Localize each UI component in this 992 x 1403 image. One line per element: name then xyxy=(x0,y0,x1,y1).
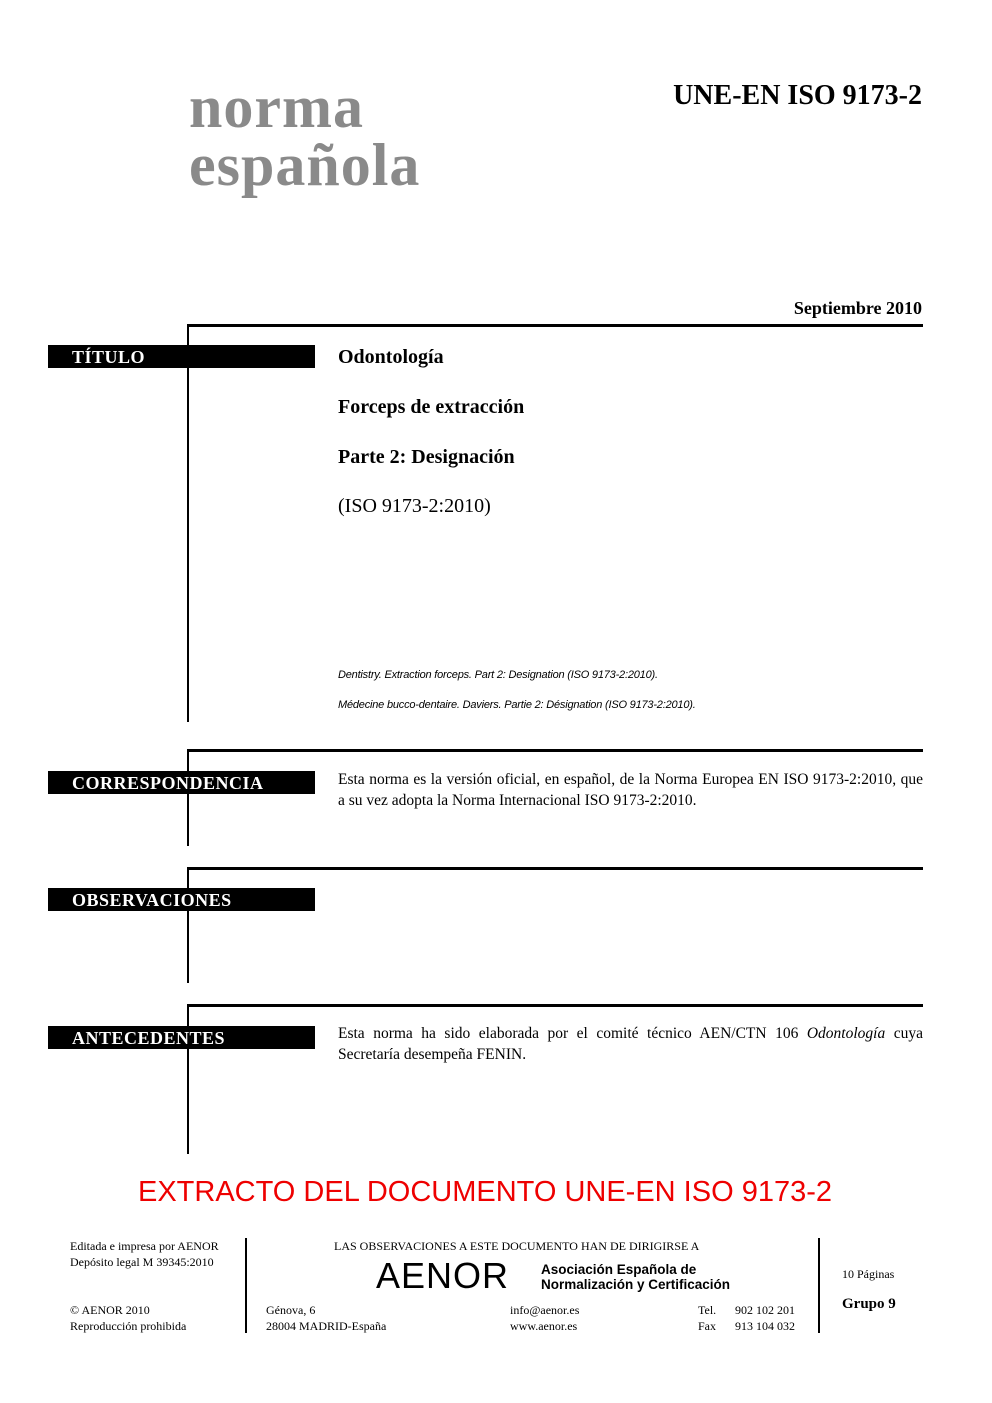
antecedentes-text-start: Esta norma ha sido elaborada por el comité técnico AEN/CTN 106 xyxy=(338,1025,807,1042)
title-translation-en: Dentistry. Extraction forceps. Part 2: Designation (ISO 9173-2:2010). xyxy=(338,669,658,681)
footer-divider-right xyxy=(818,1238,820,1333)
title-line-3: Parte 2: Designación xyxy=(338,446,515,468)
titulo-label: TÍTULO xyxy=(48,345,315,368)
extract-banner: EXTRACTO DEL DOCUMENTO UNE-EN ISO 9173-2 xyxy=(137,1176,832,1208)
brand-line-1: norma xyxy=(189,74,364,140)
contact-online xyxy=(510,1302,579,1334)
contact-phone-numbers xyxy=(735,1302,795,1334)
fax-number: 913 104 032 xyxy=(735,1319,795,1333)
observations-notice: LAS OBSERVACIONES A ESTE DOCUMENTO HAN DE DIRIGIRSE A xyxy=(334,1239,700,1253)
footer-divider-left xyxy=(245,1238,247,1333)
price-group: Grupo 9 xyxy=(842,1296,896,1312)
antecedentes-top-rule xyxy=(187,1004,923,1007)
publication-date: Septiembre 2010 xyxy=(793,298,922,318)
tel-label: Tel. xyxy=(698,1303,717,1317)
correspondencia-text: Esta norma es la versión oficial, en español, de la Norma Europea EN ISO 9173-2:2010, que a su vez adopta la Norma Internacional ISO 9173-2:2010. xyxy=(338,771,923,809)
committee-name: Odontología xyxy=(806,1025,886,1042)
correspondencia-label: CORRESPONDENCIA xyxy=(48,771,315,794)
aenor-subtitle-line-1: Asociación Española de xyxy=(541,1262,697,1277)
aenor-logo: AENOR xyxy=(376,1255,510,1296)
copyright: © AENOR 2010 xyxy=(70,1303,150,1317)
web-link[interactable]: www.aenor.es xyxy=(510,1319,578,1333)
titulo-side-rule xyxy=(187,324,189,722)
email-link[interactable]: info@aenor.es xyxy=(510,1303,580,1317)
footer-edition xyxy=(70,1238,219,1270)
page-count: 10 Páginas xyxy=(842,1267,895,1281)
tel-number: 902 102 201 xyxy=(735,1303,795,1317)
observaciones-top-rule xyxy=(187,867,923,870)
title-line-1: Odontología xyxy=(338,346,444,368)
contact-phone-labels xyxy=(698,1302,716,1334)
title-reference: (ISO 9173-2:2010) xyxy=(338,495,491,517)
address xyxy=(266,1302,386,1334)
correspondencia-top-rule xyxy=(187,749,923,752)
aenor-subtitle-line-2: Normalización y Certificación xyxy=(541,1277,731,1292)
title-line-2: Forceps de extracción xyxy=(338,396,525,418)
observaciones-label: OBSERVACIONES xyxy=(48,888,315,911)
title-translation-fr: Médecine bucco-dentaire. Daviers. Partie 2: Désignation (ISO 9173-2:2010). xyxy=(338,699,696,711)
footer-copyright xyxy=(70,1302,186,1334)
correspondencia-side-rule xyxy=(187,749,189,846)
reproduction-notice: Reproducción prohibida xyxy=(70,1319,187,1333)
titulo-top-rule xyxy=(187,324,923,327)
brand-title xyxy=(189,74,421,198)
observaciones-side-rule xyxy=(187,867,189,983)
antecedentes-label: ANTECEDENTES xyxy=(48,1026,315,1049)
address-street: Génova, 6 xyxy=(266,1303,316,1317)
address-city: 28004 MADRID-España xyxy=(266,1319,387,1333)
standard-code: UNE-EN ISO 9173-2 xyxy=(673,80,922,111)
brand-line-2: española xyxy=(189,132,421,198)
legal-deposit: Depósito legal M 39345:2010 xyxy=(70,1255,214,1269)
antecedentes-text xyxy=(338,1023,923,1065)
edited-by: Editada e impresa por AENOR xyxy=(70,1239,219,1253)
antecedentes-text-end: cuya Secretaría desempeña FENIN. xyxy=(338,1025,923,1063)
aenor-logo-subtitle xyxy=(541,1262,730,1292)
fax-label: Fax xyxy=(698,1319,716,1333)
